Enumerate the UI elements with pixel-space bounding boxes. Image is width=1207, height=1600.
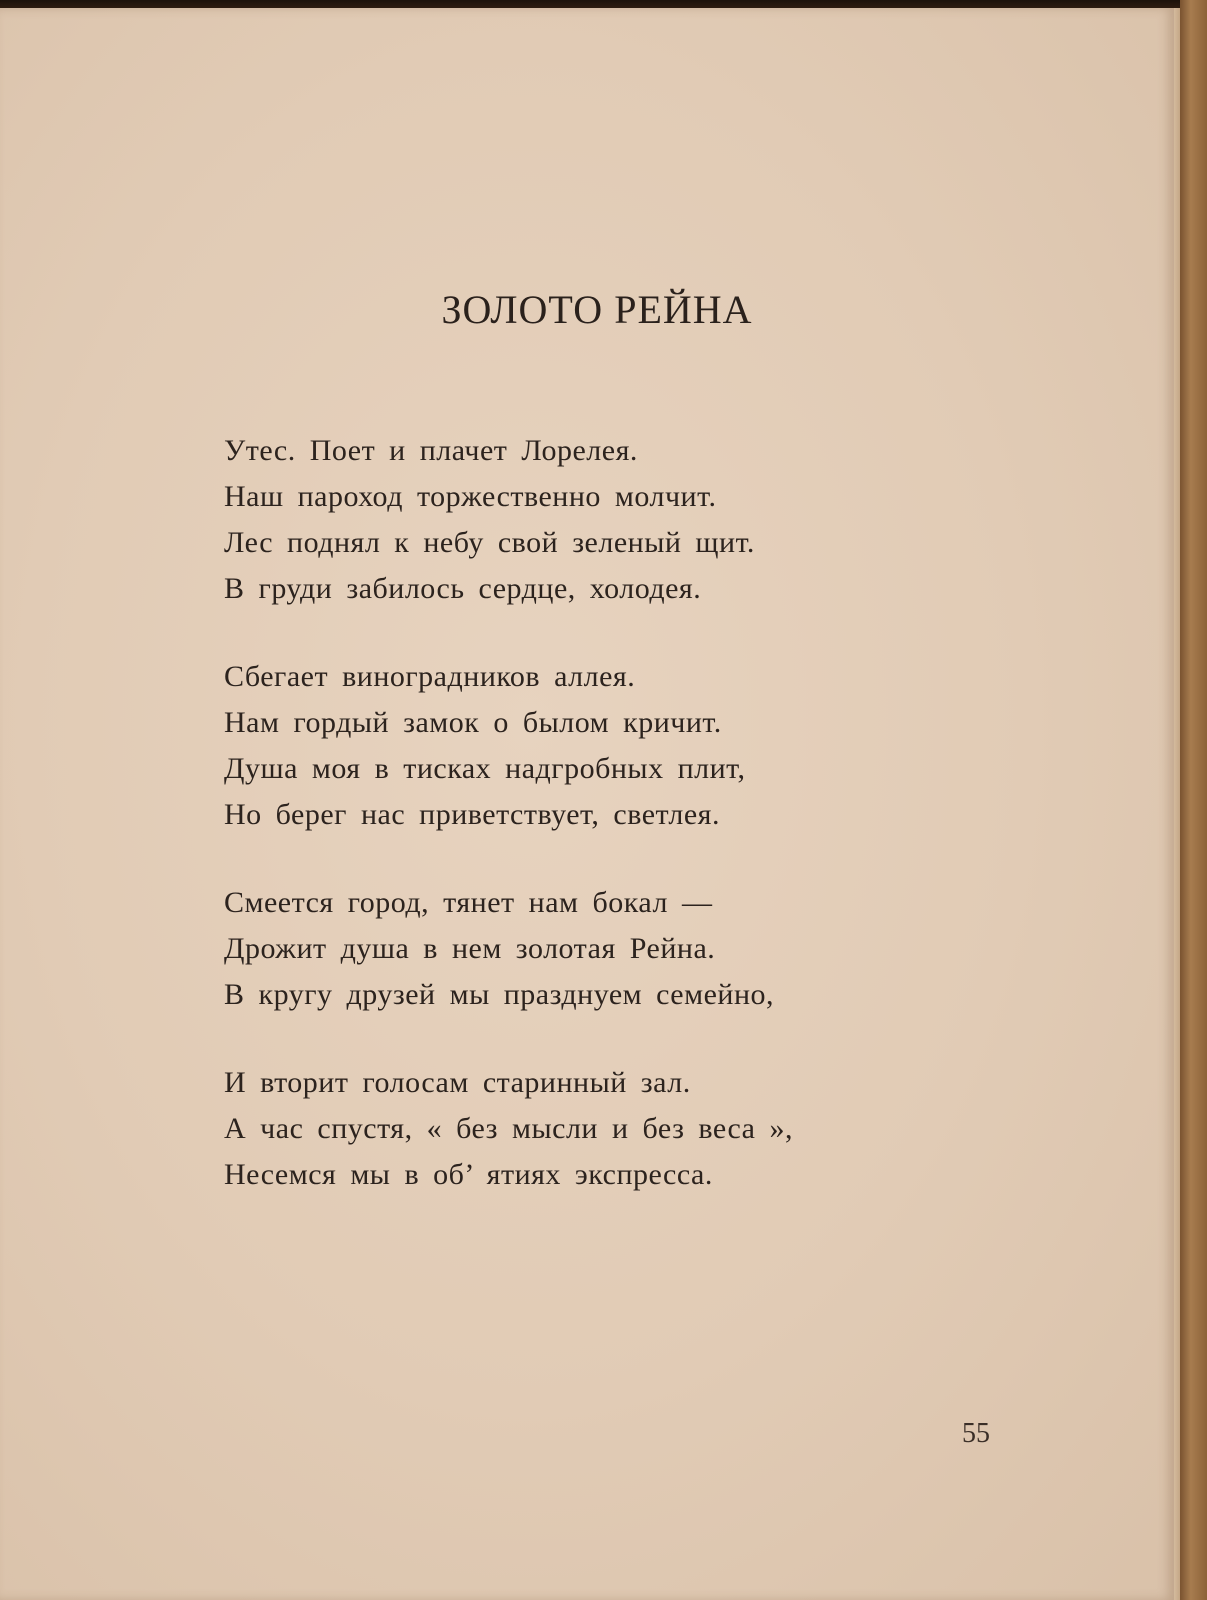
poem-line: В груди забилось сердце, холодея. bbox=[224, 572, 702, 605]
poem-line: Несемся мы в об’ ятиях экспресса. bbox=[224, 1158, 713, 1191]
poem-line: Смеется город, тянет нам бокал — bbox=[224, 886, 713, 919]
poem-body bbox=[224, 428, 924, 1198]
poem-line: Лес поднял к небу свой зеленый щит. bbox=[224, 526, 755, 559]
poem-line: Дрожит душа в нем золотая Рейна. bbox=[224, 932, 716, 965]
poem-line: Наш пароход торжественно молчит. bbox=[224, 480, 717, 513]
stanza-2 bbox=[224, 654, 924, 838]
poem-line: Душа моя в тисках надгробных плит, bbox=[224, 752, 746, 785]
page-number: 55 bbox=[962, 1418, 990, 1449]
poem-title bbox=[0, 286, 1174, 333]
stanza-gap bbox=[224, 1018, 924, 1060]
poem-line: Но берег нас приветствует, светлея. bbox=[224, 798, 720, 831]
poem-line: Сбегает виноградников аллея. bbox=[224, 660, 636, 693]
stanza-1 bbox=[224, 428, 924, 612]
poem-line: И вторит голосам старинный зал. bbox=[224, 1066, 691, 1099]
stanza-gap bbox=[224, 838, 924, 880]
stanza-3 bbox=[224, 880, 924, 1018]
stanza-4 bbox=[224, 1060, 924, 1198]
poem-line: А час спустя, « без мысли и без веса », bbox=[224, 1112, 793, 1145]
book-page bbox=[0, 8, 1174, 1600]
poem-line: Утес. Поет и плачет Лорелея. bbox=[224, 434, 638, 467]
stanza-gap bbox=[224, 612, 924, 654]
poem-title-text: ЗОЛОТО РЕЙНА bbox=[441, 287, 753, 332]
book-cover-edge bbox=[1180, 0, 1207, 1600]
poem-line: Нам гордый замок о былом кричит. bbox=[224, 706, 722, 739]
poem-line: В кругу друзей мы празднуем семейно, bbox=[224, 978, 775, 1011]
